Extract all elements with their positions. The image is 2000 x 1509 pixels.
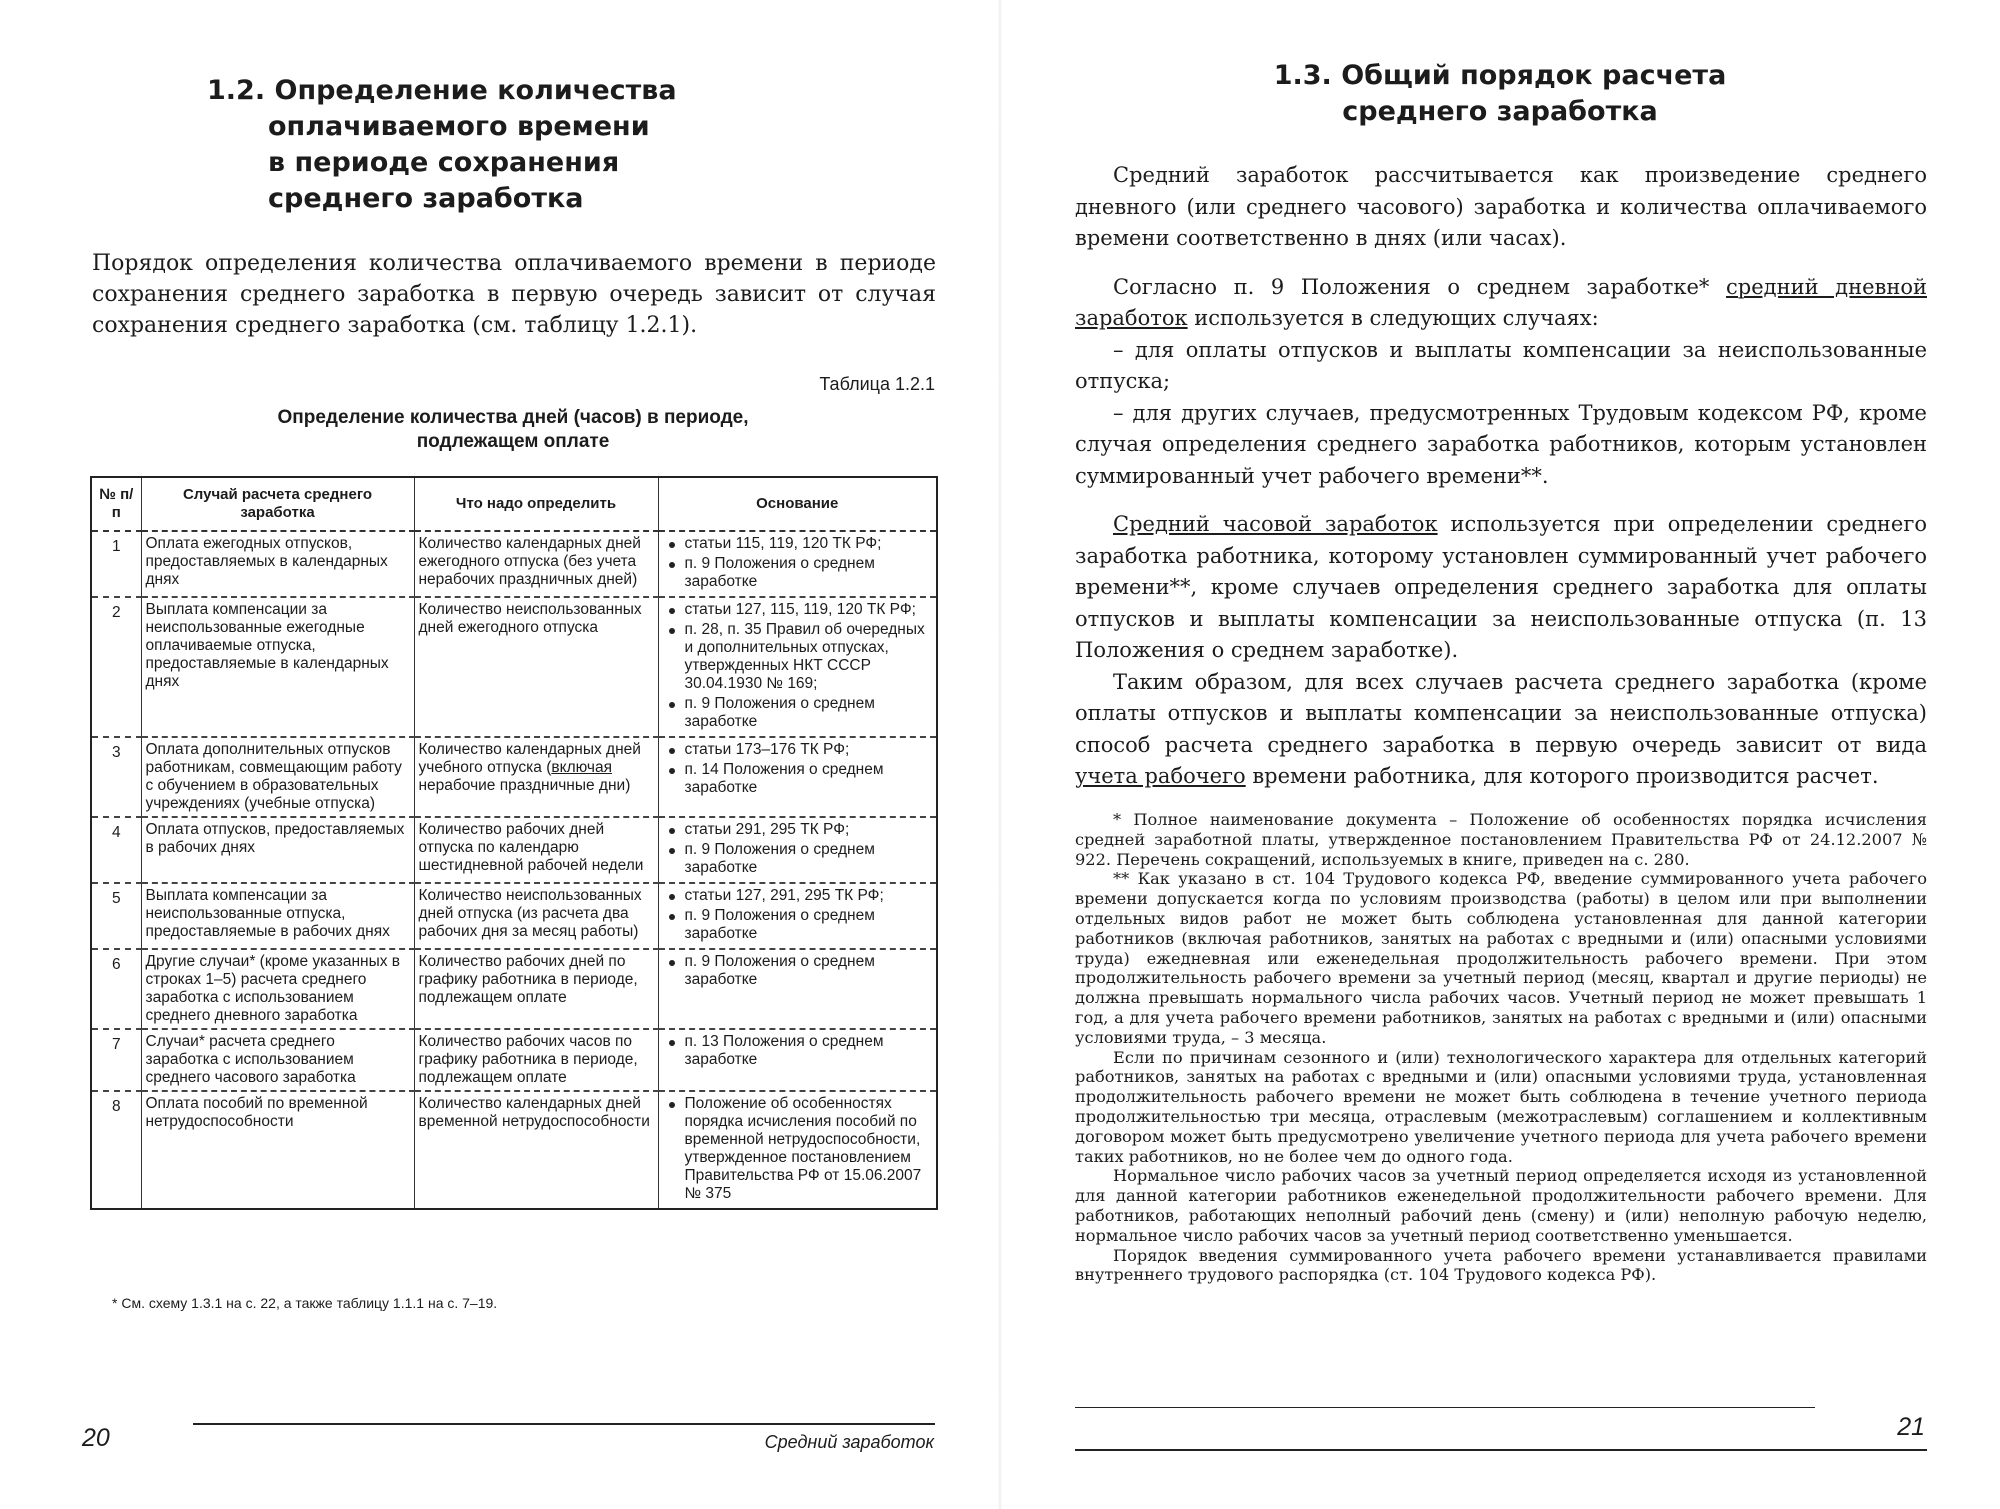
title-line: 1.2. Определение количества <box>207 75 677 106</box>
row-what: Количество рабочих часов по графику работника в периоде, подлежащем оплате <box>414 1029 658 1091</box>
footnotes <box>1075 810 1927 1285</box>
running-title: Средний заработок <box>764 1432 934 1452</box>
basis-item: статьи 173–176 ТК РФ; <box>663 741 933 759</box>
row-what <box>414 737 658 817</box>
row-case: Выплата компенсации за неиспользованные отпуска, предоставляемые в рабочих днях <box>141 883 414 949</box>
table-row <box>91 883 937 949</box>
basis-item: Положение об особенностях порядка исчисления пособий по временной нетрудоспособности, утвержденное постановлением Правительства РФ от 15.06.2007 № 375 <box>663 1095 933 1203</box>
title-line: 1.3. Общий порядок расчета <box>1273 60 1727 91</box>
footnote: * Полное наименование документа – Положение об особенностях порядка исчисления средней заработной платы, утвержденное постановлением Правительства РФ от 24.12.2007 № 922. Перечень сокращений, используемых в книге, приведен на с. 280. <box>1075 810 1927 869</box>
intro-paragraph: Порядок определения количества оплачиваемого времени в периоде сохранения среднего заработка в первую очередь зависит от случая сохранения среднего заработка (см. таблицу 1.2.1). <box>92 251 936 338</box>
title-line: среднего заработка <box>1342 96 1658 127</box>
paragraph: Средний заработок рассчитывается как произведение среднего дневного (или среднего часового) заработка и количества оплачиваемого времени соответственно в днях (или часах). <box>1075 163 1927 250</box>
basis-item: п. 28, п. 35 Правил об очередных и дополнительных отпусках, утвержденных НКТ СССР 30.04.1930 № 169; <box>663 621 933 693</box>
table-row <box>91 531 937 597</box>
row-what: Количество календарных дней временной нетрудоспособности <box>414 1091 658 1209</box>
row-what: Количество неиспользованных дней отпуска (из расчета два рабочих дня за месяц работы) <box>414 883 658 949</box>
row-case: Выплата компенсации за неиспользованные ежегодные оплачиваемые отпуска, предоставляемые в календарных днях <box>141 597 414 737</box>
row-basis <box>658 1029 937 1091</box>
footer-rule <box>193 1423 935 1425</box>
term-work-time-accounting: учета рабочего <box>1075 764 1246 788</box>
row-what: Количество неиспользованных дней ежегодного отпуска <box>414 597 658 737</box>
row-basis <box>658 817 937 883</box>
row-what-text: Количество календарных дней учебного отпуска ( <box>418 741 641 776</box>
table-row <box>91 1091 937 1209</box>
basis-item: п. 9 Положения о среднем заработке <box>663 907 933 943</box>
footer-rule <box>1075 1407 1815 1408</box>
paragraph-text: Таким образом, для всех случаев расчета среднего заработка (кроме оплаты отпусков и выплаты компенсации за неиспользованные отпуска) способ расчета среднего заработка в первую очередь зависит от вида <box>1075 669 1927 757</box>
title-line: оплачиваемого времени <box>268 111 650 142</box>
term-average-hourly-earnings: Средний часовой заработок <box>1113 512 1438 536</box>
row-case: Оплата дополнительных отпусков работникам, совмещающим работу с обучением в образовательных учреждениях (учебные отпуска) <box>141 737 414 817</box>
title-line: в периоде сохранения <box>268 147 620 178</box>
title-line: среднего заработка <box>268 183 584 214</box>
table-row <box>91 817 937 883</box>
table-row <box>91 597 937 737</box>
row-basis <box>658 531 937 597</box>
basis-item: статьи 291, 295 ТК РФ; <box>663 821 933 839</box>
footer-rule <box>1075 1449 1927 1451</box>
table-title-line: подлежащем оплате <box>416 431 610 452</box>
row-basis <box>658 737 937 817</box>
row-case: Другие случаи* (кроме указанных в строках 1–5) расчета среднего заработка с использованием среднего дневного заработка <box>141 949 414 1029</box>
header-case: Случай расчета среднего заработка <box>141 477 414 531</box>
table-row <box>91 1029 937 1091</box>
basis-item: статьи 115, 119, 120 ТК РФ; <box>663 535 933 553</box>
table-title <box>90 406 936 454</box>
row-number: 6 <box>91 949 141 1029</box>
row-number: 7 <box>91 1029 141 1091</box>
row-basis <box>658 1091 937 1209</box>
paragraph <box>1075 509 1927 667</box>
page-number: 21 <box>1897 1413 1925 1441</box>
term-average-daily-earnings: средний дневной заработок <box>1075 274 1927 330</box>
row-number: 5 <box>91 883 141 949</box>
row-what: Количество рабочих дней по графику работника в периоде, подлежащем оплате <box>414 949 658 1029</box>
basis-item: п. 9 Положения о среднем заработке <box>663 841 933 877</box>
basis-item: п. 13 Положения о среднем заработке <box>663 1033 933 1069</box>
row-what: Количество рабочих дней отпуска по календарю шестидневной рабочей недели <box>414 817 658 883</box>
paragraph-text: используется в следующих случаях: <box>1187 306 1599 330</box>
header-num: № п/п <box>91 477 141 531</box>
header-basis: Основание <box>658 477 937 531</box>
table-header-row <box>91 477 937 531</box>
section-title-1-2 <box>207 73 767 217</box>
row-basis <box>658 883 937 949</box>
row-case: Оплата ежегодных отпусков, предоставляемых в календарных днях <box>141 531 414 597</box>
row-what-underlined: включая <box>551 759 612 776</box>
table-caption: Таблица 1.2.1 <box>819 374 935 394</box>
header-what: Что надо определить <box>414 477 658 531</box>
footnote: ** Как указано в ст. 104 Трудового кодекса РФ, введение суммированного учета рабочего времени допускается когда по условиям производства (работы) в целом или при выполнении отдельных видов работ не может быть соблюдена установленная для данной категории работников (включая работников, занятых на работах с вредными и (или) опасными условиями труда) ежедневная или еженедельная продолжительность рабочего времени. При этом продолжительность рабочего времени за учетный период (месяц, квартал и другие периоды) не должна превышать нормального числа рабочих часов. Учетный период не может превышать 1 год, а для учета рабочего времени работников, занятых на работах с вредными и (или) опасными условиями труда, – 3 месяца. <box>1075 869 1927 1047</box>
paragraph <box>1075 667 1927 793</box>
basis-item: п. 9 Положения о среднем заработке <box>663 953 933 989</box>
row-basis <box>658 597 937 737</box>
paragraph-text: времени работника, для которого производится расчет. <box>1245 764 1879 788</box>
table-title-line: Определение количества дней (часов) в периоде, <box>277 407 749 428</box>
row-number: 2 <box>91 597 141 737</box>
row-number: 3 <box>91 737 141 817</box>
paragraph-text: Согласно п. 9 Положения о среднем заработке* <box>1113 274 1727 299</box>
row-number: 4 <box>91 817 141 883</box>
paragraph <box>1075 272 1927 335</box>
section-title-1-3 <box>1180 58 1820 130</box>
body-text <box>1075 160 1927 793</box>
list-item: – для других случаев, предусмотренных Трудовым кодексом РФ, кроме случая определения среднего заработка работников, которым установлен суммированный учет рабочего времени**. <box>1075 400 1927 488</box>
row-case: Случаи* расчета среднего заработка с использованием среднего часового заработка <box>141 1029 414 1091</box>
row-number: 1 <box>91 531 141 597</box>
table-footnote: * См. схему 1.3.1 на с. 22, а также таблицу 1.1.1 на с. 7–19. <box>112 1295 498 1311</box>
row-number: 8 <box>91 1091 141 1209</box>
right-page <box>1000 0 2000 1509</box>
paragraph-text: используется при определении среднего заработка работника, которому установлен суммированный учет рабочего времени**, кроме случаев определения среднего заработка для оплаты отпусков и выплаты компенсации за неиспользованные отпуска (п. 13 Положения о среднем заработке). <box>1075 512 1927 662</box>
salary-days-table <box>90 476 938 1210</box>
basis-item: п. 9 Положения о среднем заработке <box>663 695 933 731</box>
footnote: Если по причинам сезонного и (или) технологического характера для отдельных категорий работников, занятых на работах с вредными и (или) опасными условиями труда, установленная продолжительность рабочего времени не может быть соблюдена в течение учетного периода продолжительностью три месяца, отраслевым (межотраслевым) соглашением и коллективным договором может быть предусмотрено увеличение учетного периода для учета рабочего времени таких работников, но не более чем до одного года. <box>1075 1047 1927 1166</box>
basis-item: п. 9 Положения о среднем заработке <box>663 555 933 591</box>
table-row <box>91 949 937 1029</box>
page-number: 20 <box>82 1424 110 1452</box>
basis-item: статьи 127, 291, 295 ТК РФ; <box>663 887 933 905</box>
footnote: Нормальное число рабочих часов за учетный период определяется исходя из установленной для данной категории работников еженедельной продолжительности рабочего времени. Для работников, работающих неполный рабочий день (смену) и (или) неполную рабочую неделю, нормальное число рабочих часов за учетный период соответственно уменьшается. <box>1075 1166 1927 1245</box>
table-row <box>91 737 937 817</box>
row-what: Количество календарных дней ежегодного отпуска (без учета нерабочих праздничных дней) <box>414 531 658 597</box>
row-case: Оплата отпусков, предоставляемых в рабочих днях <box>141 817 414 883</box>
basis-item: п. 14 Положения о среднем заработке <box>663 761 933 797</box>
row-basis <box>658 949 937 1029</box>
list-item: – для оплаты отпусков и выплаты компенсации за неиспользованные отпуска; <box>1075 337 1927 393</box>
row-what-text: нерабочие праздничные дни) <box>418 777 631 794</box>
basis-item: статьи 127, 115, 119, 120 ТК РФ; <box>663 601 933 619</box>
row-case: Оплата пособий по временной нетрудоспособности <box>141 1091 414 1209</box>
footnote: Порядок введения суммированного учета рабочего времени устанавливается правилами внутреннего трудового распорядка (ст. 104 Трудового кодекса РФ). <box>1075 1245 1927 1285</box>
